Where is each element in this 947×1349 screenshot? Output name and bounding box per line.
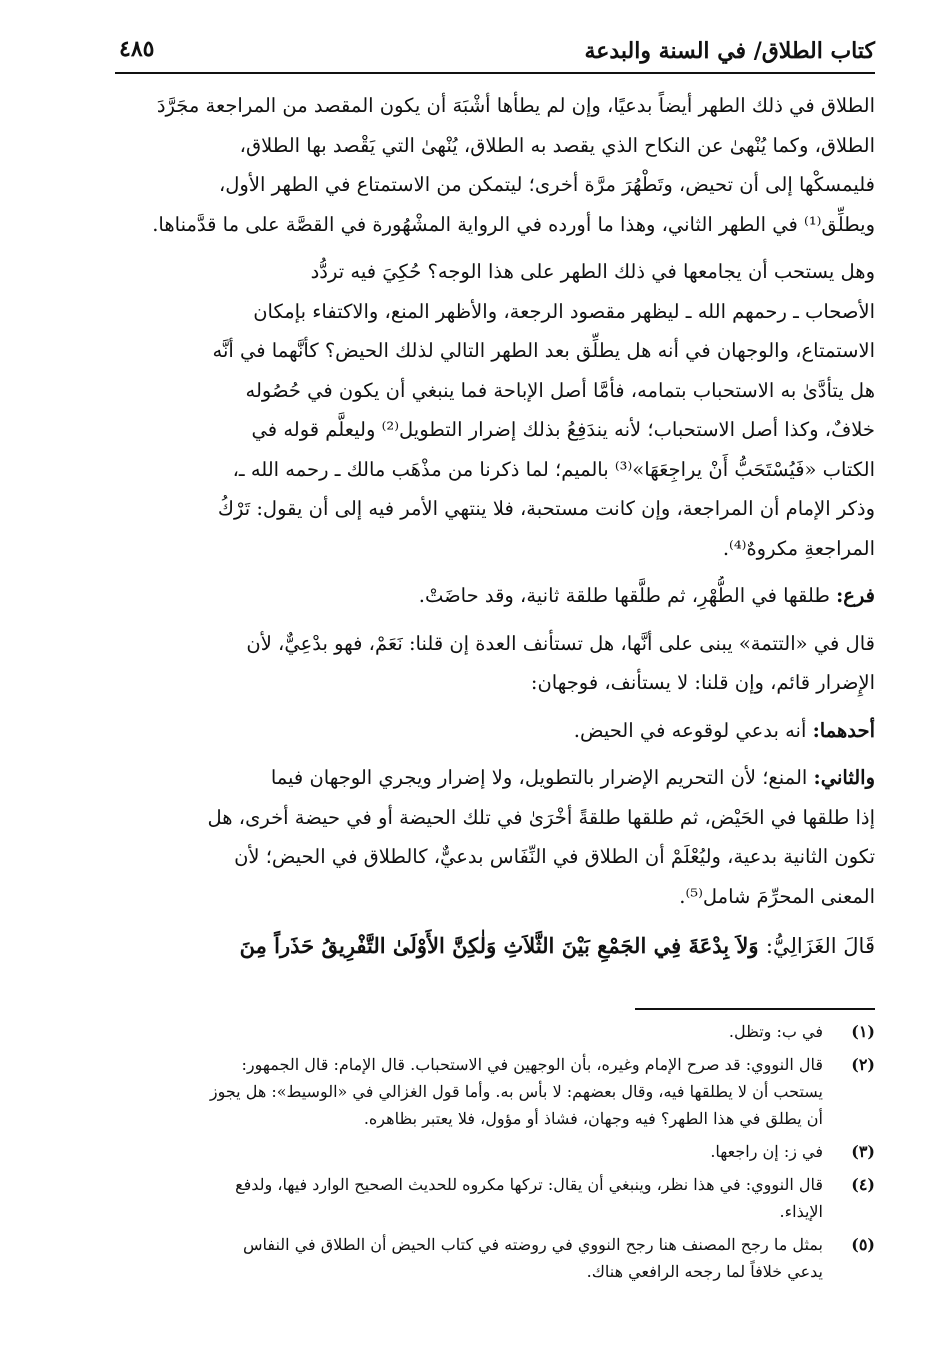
text-line	[115, 798, 875, 838]
paragraph	[115, 576, 875, 616]
paragraph-lead: والثاني:	[813, 766, 875, 789]
text-line	[115, 576, 875, 616]
footnote-number: (١)	[851, 1022, 875, 1041]
line-text: الإِضرار قائم، وإن قلنا: لا يستأنف، فوجهان:	[530, 671, 875, 694]
line-text: إذا طلقها في الحَيْض، ثم طلقها طلقةً أخْرَىٰ في تلك الحيضة أو في حيضة أخرى، هل	[207, 805, 875, 829]
text-line	[115, 624, 875, 664]
text-line	[115, 450, 875, 490]
footnote-line: الإيذاء.	[779, 1202, 823, 1221]
text-line	[115, 837, 875, 877]
paragraph	[115, 624, 875, 703]
text-line	[115, 292, 875, 332]
footnote	[115, 1138, 875, 1165]
line-text: خلافٌ، وكذا أصل الاستحباب؛ لأنه يندَفِعُ بذلك إضرار التطويل⁽²⁾ وليعلَّم قوله في	[251, 418, 875, 441]
line-text: الطلاق، وكما يُنْهىٰ عن النكاح الذي يقصد به الطلاق، يُنْهىٰ التي يَقْصد بها الطلاق،	[239, 133, 875, 157]
text-line	[115, 410, 875, 450]
text-line	[115, 205, 875, 245]
footnote-number: (٢)	[851, 1055, 875, 1074]
footnote-line: في ز: إن راجعها.	[710, 1142, 823, 1161]
quote-label: قَالَ الغَزَالِيُّ:	[765, 934, 875, 958]
line-text: المعنى المحرِّمَ شامل⁽⁵⁾.	[679, 884, 875, 908]
footnote-line: يستحب أن لا يطلقها فيه، وقال بعضهم: لا بأس به. وأما قول الغزالي في «الوسيط»: هل يجوز	[209, 1082, 823, 1101]
text-line	[115, 711, 875, 751]
footnote	[115, 1051, 875, 1132]
text-line	[115, 252, 875, 292]
text-line	[115, 877, 875, 917]
line-text: أنه بدعي لوقوعه في الحيض.	[573, 718, 813, 742]
main-text	[115, 86, 875, 916]
paragraph	[115, 252, 875, 568]
text-line	[115, 529, 875, 569]
line-text: فليمسكْها إلى أن تحيض، وتَطْهُرَ مرَّة أخرى؛ ليتمكن من الاستمتاع في الطهر الأول،	[218, 173, 875, 196]
footnotes	[115, 1018, 875, 1285]
footnote-line: في ب: وتظل.	[728, 1022, 823, 1041]
footnote-line: قال النووي: في هذا نظر، وينبغي أن يقال: تركها مكروه للحديث الصحيح الوارد فيها، ولدفع	[235, 1175, 823, 1194]
footnote-line: يدعي خلافاً لما رجحه الرافعي هناك.	[586, 1262, 823, 1281]
paragraph	[115, 711, 875, 751]
footnote-line: أن يطلق في هذا الطهر؟ فيه وجهان، فشاذ أو مؤول، فلا يعتبر بظاهره.	[363, 1109, 823, 1128]
footnote	[115, 1018, 875, 1045]
ghazali-quote	[115, 924, 875, 968]
running-title: كتاب الطلاق/ في السنة والبدعة	[584, 38, 875, 64]
footnote-line: بمثل ما رجح المصنف هنا رجح النووي في روضته في كتاب الحيض أن الطلاق في النفاس	[242, 1235, 823, 1254]
footnote-number: (٥)	[851, 1235, 875, 1254]
line-text: الاستمتاع، والوجهان في أنه هل يطلِّق بعد الطهر التالي لذلك الحيض؟ كأنَّهما في أنَّه	[212, 339, 875, 362]
footnote	[115, 1231, 875, 1285]
line-text: المراجعةِ مكروهٌ⁽⁴⁾.	[722, 536, 875, 560]
line-text: الطلاق في ذلك الطهر أيضاً بدعيًا، وإن لم يطأها أشْبَهَ أن يكون المقصد من المراجعة مجَرَّدَ	[156, 94, 875, 117]
line-text: الأصحاب ـ رحمهم الله ـ ليظهر مقصود الرجعة، والأظهر المنع، والاكتفاء بإمكان	[253, 299, 875, 323]
text-line	[115, 126, 875, 166]
footnote	[115, 1171, 875, 1225]
footnote-line: قال النووي: قد صرح الإمام وغيره، بأن الوجهين في الاستحباب. قال الإمام: قال الجمهور:	[241, 1055, 823, 1074]
line-text: ويطلِّق⁽¹⁾ في الطهر الثاني، وهذا ما أورده في الرواية المشْهُورة في القصَّة على ما قدَّمناها.	[152, 212, 875, 236]
page-header	[115, 28, 875, 74]
line-text: المنع؛ لأن التحريم الإضرار بالتطويل، ولا إضرار ويجري الوجهان فيما	[270, 766, 814, 789]
text-line	[115, 371, 875, 411]
line-text: وهل يستحب أن يجامعها في ذلك الطهر على هذا الوجه؟ حُكِيَ فيه تردُّد	[310, 260, 875, 283]
text-line	[115, 489, 875, 529]
line-text: وذكر الإمام أن المراجعة، وإن كانت مستحبة، فلا ينتهي الأمر فيه إلى أن يقول: تَرْكُ	[217, 497, 875, 520]
page-number: ٤٨٥	[119, 36, 155, 62]
paragraph-lead: فرع:	[836, 584, 875, 607]
text-line	[115, 165, 875, 205]
text-line	[115, 663, 875, 703]
footnote-separator	[635, 1008, 875, 1010]
text-line	[115, 86, 875, 126]
line-text: هل يتأدَّىٰ به الاستحباب بتمامه، فأمَّا أصل الإباحة فما ينبغي أن يكون في حُصُوله	[245, 378, 875, 402]
text-line	[115, 331, 875, 371]
book-page	[115, 28, 875, 1291]
paragraph	[115, 86, 875, 244]
footnote-number: (٣)	[851, 1142, 875, 1161]
line-text: الكتاب «فَيُسْتَحَبُّ أَنْ يراجِعَهَا»⁽³⁾ بالميم؛ لما ذكرنا من مذْهَب مالك ـ رحمه الله ـ،	[232, 457, 875, 481]
text-line	[115, 758, 875, 798]
line-text: تكون الثانية بدعية، وليُعْلَمْ أن الطلاق في النِّفَاس بدعيٌّ، كالطلاق في الحيض؛ لأن	[234, 845, 875, 868]
line-text: قال في «التتمة» يبنى على أنَّها، هل تستأنف العدة إن قلنا: نَعَمْ، فهو بدْعِيٌّ، لأن	[246, 631, 875, 655]
quote-text: وَلاَ بِدْعَةَ فِي الجَمْعِ بَيْنَ الثَّلاَثِ وَلٰكِنَّ الأَوْلَىٰ التَّفْرِيقُ حَذَراً مِنَ	[239, 933, 766, 958]
paragraph	[115, 758, 875, 916]
line-text: طلقها في الطُّهْرِ، ثم طلَّقها طلقة ثانية، وقد حاضَتْ.	[418, 584, 837, 607]
footnote-number: (٤)	[851, 1175, 875, 1194]
paragraph-lead: أحدهما:	[812, 718, 875, 742]
